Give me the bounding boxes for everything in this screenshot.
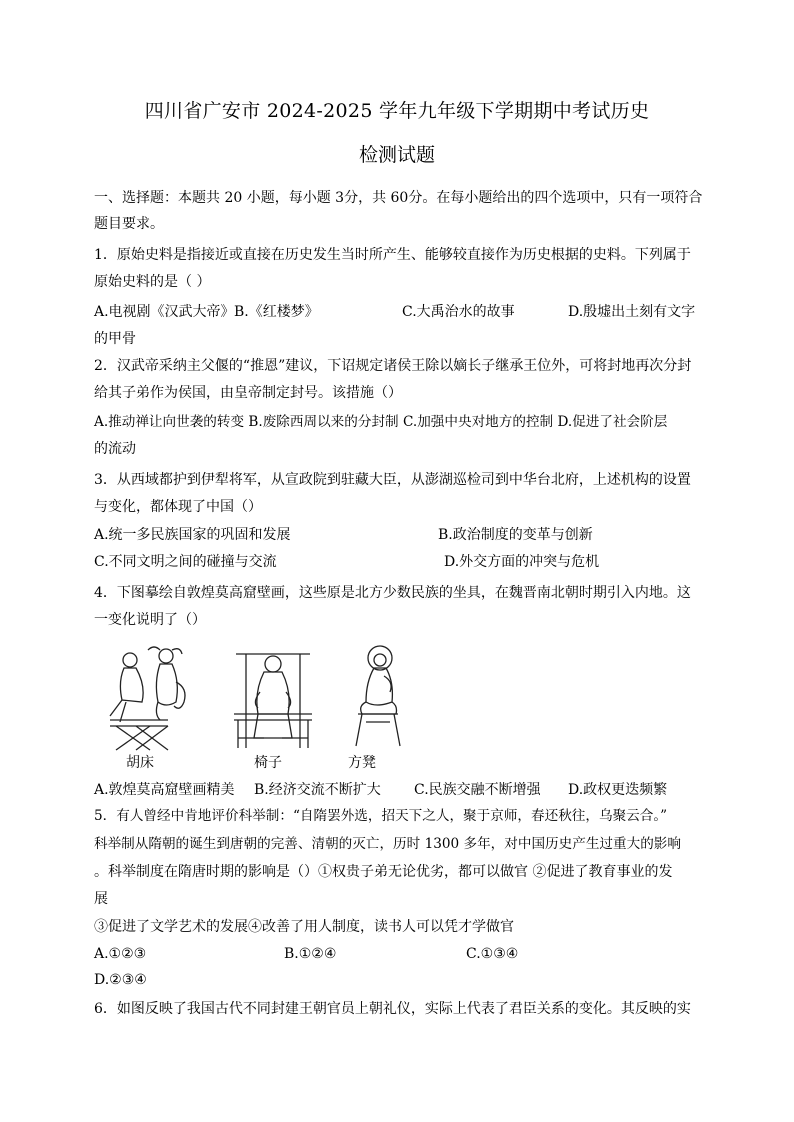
q1-stem-line2: 原始史料的是（ ）: [94, 274, 211, 290]
q2-stem-line2: 给其子弟作为侯国，由皇帝制定封号。该措施（）: [94, 385, 402, 401]
q3-option-b: B.政治制度的变革与创新: [438, 527, 593, 543]
q1-stem-line1: 1．原始史料是指接近或直接在历史发生当时所产生、能够较直接作为历史根据的史料。下列属于: [94, 247, 691, 263]
caption-chair: 椅子: [254, 755, 282, 771]
section-instruction-line2: 题目要求。: [94, 216, 164, 232]
q5-option-c: C.①③④: [466, 946, 519, 962]
q1-option-a: A.电视剧《汉武大帝》: [94, 304, 235, 320]
q3-stem-line1: 3．从西域都护到伊犁将军，从宣政院到驻藏大臣，从澎湖巡检司到中华台北府，上述机构的设置: [94, 472, 691, 488]
q4-stem-line1: 4．下图摹绘自敦煌莫高窟壁画，这些原是北方少数民族的坐具，在魏晋南北朝时期引入内地。这: [94, 585, 691, 601]
page-title: 四川省广安市 2024-2025 学年九年级下学期期中考试历史: [144, 100, 650, 122]
square-stool-illustration: [336, 642, 416, 752]
q6-stem-line1: 6．如图反映了我国古代不同封建王朝官员上朝礼仪，实际上代表了君臣关系的变化。其反映的实: [94, 1001, 691, 1017]
q4-option-a: A.敦煌莫高窟壁画精美: [94, 782, 235, 798]
q5-option-d: D.②③④: [94, 972, 147, 988]
q4-option-d: D.政权更迭频繁: [568, 782, 668, 798]
caption-hu-chuang: 胡床: [126, 755, 154, 771]
seating-furniture-figure: [96, 642, 426, 772]
q3-option-c: C.不同文明之间的碰撞与交流: [94, 554, 277, 570]
q5-option-b: B.①②④: [284, 946, 337, 962]
q5-stem-line3: 。科举制度在隋唐时期的影响是（）①权贵子弟无论优劣，都可以做官 ②促进了教育事业的发: [94, 864, 673, 880]
q5-stem-line5: ③促进了文学艺术的发展④改善了用人制度，读书人可以凭才学做官: [94, 919, 514, 935]
q1-option-b: B.《红楼梦》: [234, 304, 319, 320]
caption-square-stool: 方凳: [348, 755, 376, 771]
q3-stem-line2: 与变化，都体现了中国（）: [94, 499, 262, 515]
q3-option-d: D.外交方面的冲突与危机: [444, 554, 600, 570]
q2-options: A.推动禅让向世袭的转变 B.废除西周以来的分封制 C.加强中央对地方的控制 D.促进了社会阶层: [94, 414, 668, 430]
page-subtitle: 检测试题: [358, 144, 435, 166]
q5-stem-line1: 5．有人曾经中肯地评价科举制：“自隋罢外选，招天下之人，聚于京师，春还秋往，乌聚云合。”: [94, 808, 668, 824]
q4-stem-line2: 一变化说明了（）: [94, 612, 206, 628]
q3-option-a: A.统一多民族国家的巩固和发展: [94, 527, 291, 543]
section-instruction-line1: 一、选择题：本题共 20 小题，每小题 3分，共 60分。在每小题给出的四个选项中，只有一项符合: [94, 190, 703, 206]
q1-option-d: D.殷墟出土刻有文字: [568, 304, 696, 320]
q2-stem-line1: 2．汉武帝采纳主父偃的“推恩”建议，下诏规定诸侯王除以嫡长子继承王位外，可将封地再次分封: [94, 358, 692, 374]
hu-chuang-illustration: [96, 642, 206, 752]
q5-option-a: A.①②③: [94, 946, 147, 962]
q4-option-b: B.经济交流不断扩大: [254, 782, 381, 798]
q5-stem-line2: 科举制从隋朝的诞生到唐朝的完善、清朝的灭亡，历时 1300 多年，对中国历史产生过重大的影响: [94, 836, 681, 852]
q1-option-d-continued: 的甲骨: [94, 331, 136, 347]
q1-option-c: C.大禹治水的故事: [402, 304, 515, 320]
chair-illustration: [224, 642, 324, 752]
q4-option-c: C.民族交融不断增强: [414, 782, 541, 798]
q5-stem-line4: 展: [94, 891, 108, 907]
q2-options-continued: 的流动: [94, 441, 136, 457]
